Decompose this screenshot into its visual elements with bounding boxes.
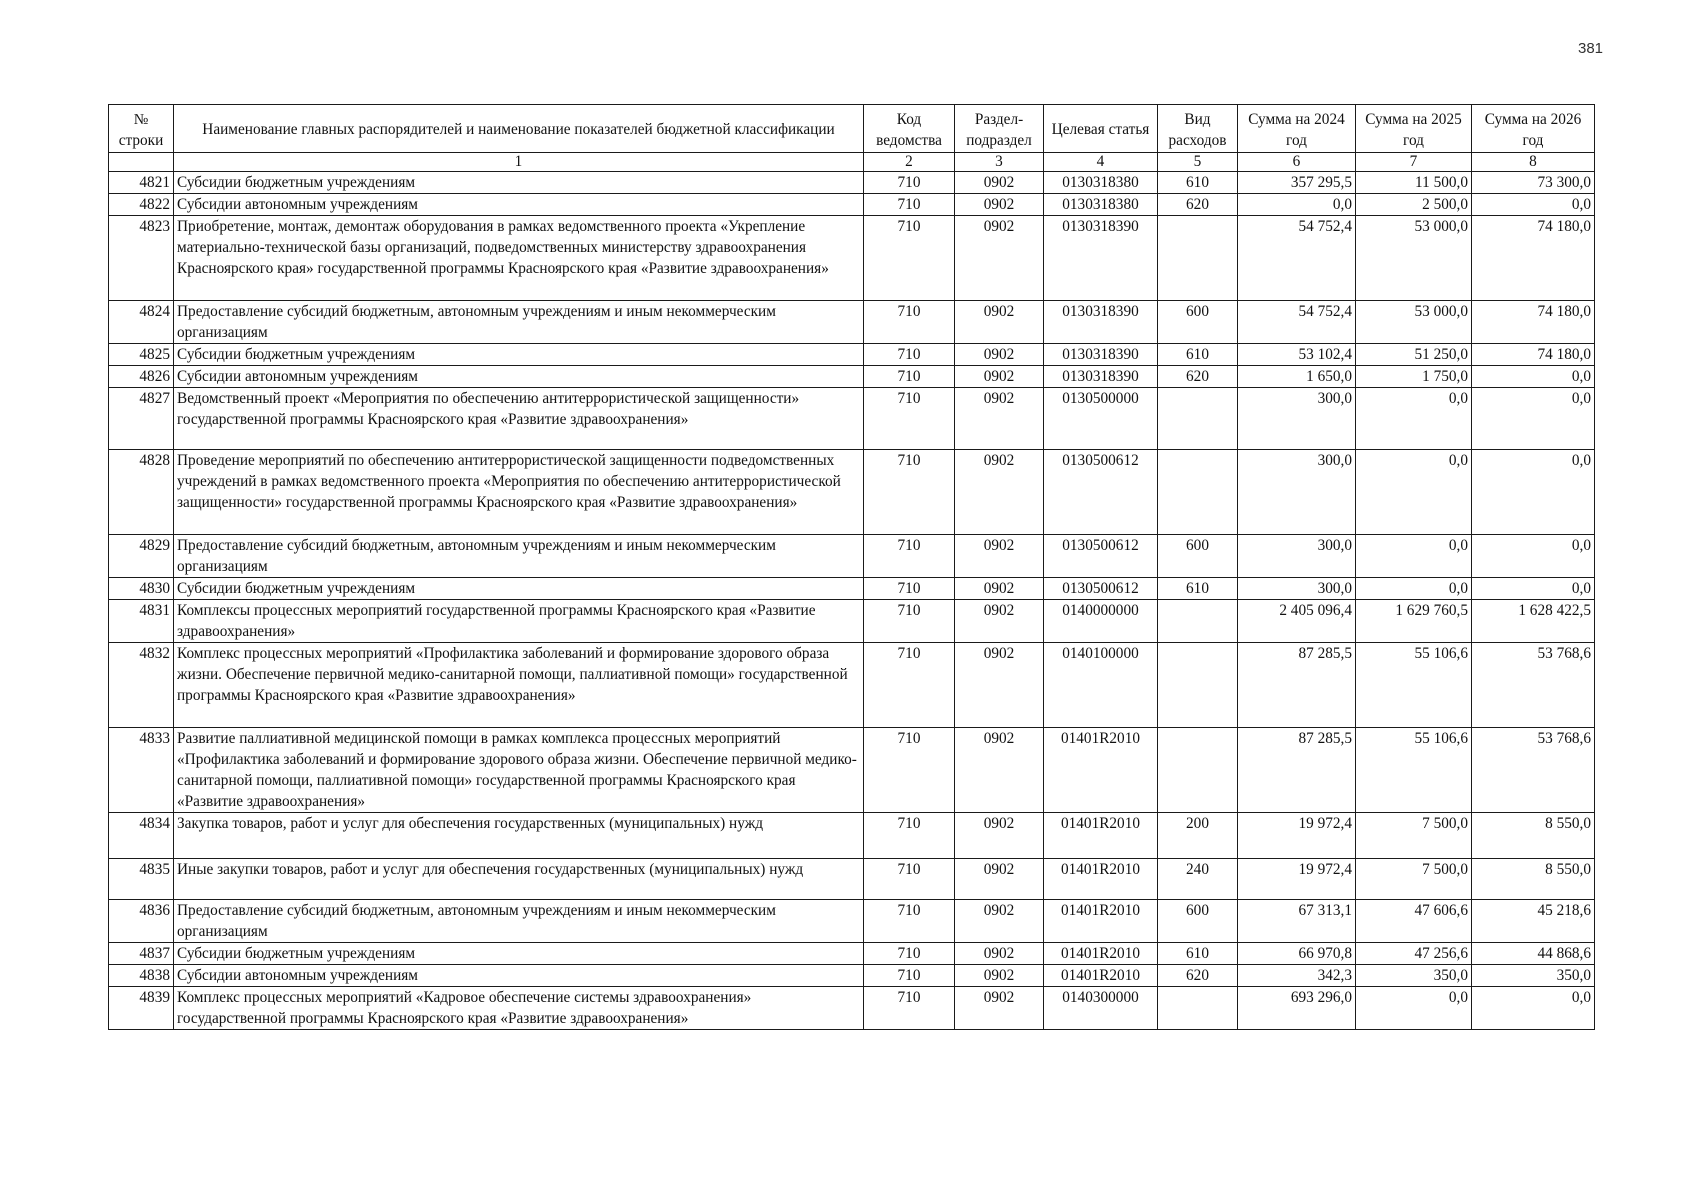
row-target-item: 0130318380 bbox=[1044, 194, 1158, 216]
row-expense-type: 200 bbox=[1158, 813, 1238, 859]
column-number: 5 bbox=[1158, 153, 1238, 172]
row-number: 4822 bbox=[109, 194, 174, 216]
row-sum-2026: 0,0 bbox=[1472, 987, 1595, 1030]
row-target-item: 01401R2010 bbox=[1044, 900, 1158, 943]
row-section: 0902 bbox=[955, 600, 1044, 643]
row-expense-type bbox=[1158, 600, 1238, 643]
column-number: 3 bbox=[955, 153, 1044, 172]
table-row bbox=[109, 813, 1595, 859]
row-section: 0902 bbox=[955, 859, 1044, 900]
row-section: 0902 bbox=[955, 194, 1044, 216]
row-number: 4821 bbox=[109, 172, 174, 194]
row-section: 0902 bbox=[955, 216, 1044, 301]
row-expense-type: 600 bbox=[1158, 900, 1238, 943]
row-name: Субсидии автономным учреждениям bbox=[174, 194, 864, 216]
row-sum-2026: 44 868,6 bbox=[1472, 943, 1595, 965]
row-sum-2024: 67 313,1 bbox=[1238, 900, 1356, 943]
row-sum-2026: 0,0 bbox=[1472, 578, 1595, 600]
row-number: 4823 bbox=[109, 216, 174, 301]
row-sum-2025: 1 750,0 bbox=[1356, 366, 1472, 388]
row-expense-type bbox=[1158, 987, 1238, 1030]
row-sum-2026: 0,0 bbox=[1472, 194, 1595, 216]
row-section: 0902 bbox=[955, 578, 1044, 600]
table-row bbox=[109, 859, 1595, 900]
row-name: Субсидии бюджетным учреждениям bbox=[174, 344, 864, 366]
column-number-row bbox=[109, 153, 1595, 172]
budget-table bbox=[108, 104, 1595, 1030]
row-section: 0902 bbox=[955, 965, 1044, 987]
row-sum-2025: 350,0 bbox=[1356, 965, 1472, 987]
row-section: 0902 bbox=[955, 301, 1044, 344]
row-expense-type: 610 bbox=[1158, 578, 1238, 600]
column-number: 2 bbox=[864, 153, 955, 172]
row-sum-2024: 300,0 bbox=[1238, 578, 1356, 600]
row-expense-type: 610 bbox=[1158, 344, 1238, 366]
row-sum-2024: 1 650,0 bbox=[1238, 366, 1356, 388]
row-number: 4839 bbox=[109, 987, 174, 1030]
table-row bbox=[109, 728, 1595, 813]
header-expense-type: Вид расходов bbox=[1158, 105, 1238, 153]
row-target-item: 01401R2010 bbox=[1044, 859, 1158, 900]
row-target-item: 0130318390 bbox=[1044, 366, 1158, 388]
table-row bbox=[109, 900, 1595, 943]
row-sum-2024: 300,0 bbox=[1238, 388, 1356, 450]
table-row bbox=[109, 344, 1595, 366]
row-section: 0902 bbox=[955, 643, 1044, 728]
row-name: Проведение мероприятий по обеспечению антитеррористической защищенности подведомственных учреждений в рамках ведомственного проекта «Мероприятия по обеспечению антитеррористической защищенности» государственной программы Красноярского края «Развитие здравоохранения» bbox=[174, 450, 864, 535]
row-sum-2026: 53 768,6 bbox=[1472, 643, 1595, 728]
row-dept-code: 710 bbox=[864, 728, 955, 813]
row-sum-2024: 19 972,4 bbox=[1238, 813, 1356, 859]
column-number: 7 bbox=[1356, 153, 1472, 172]
column-number: 4 bbox=[1044, 153, 1158, 172]
row-number: 4829 bbox=[109, 535, 174, 578]
row-section: 0902 bbox=[955, 728, 1044, 813]
row-name: Комплекс процессных мероприятий «Кадровое обеспечение системы здравоохранения» государственной программы Красноярского края «Развитие здравоохранения» bbox=[174, 987, 864, 1030]
row-expense-type bbox=[1158, 216, 1238, 301]
row-target-item: 0130318390 bbox=[1044, 301, 1158, 344]
row-expense-type: 610 bbox=[1158, 943, 1238, 965]
row-dept-code: 710 bbox=[864, 643, 955, 728]
row-section: 0902 bbox=[955, 987, 1044, 1030]
row-sum-2025: 0,0 bbox=[1356, 535, 1472, 578]
table-row bbox=[109, 450, 1595, 535]
table-row bbox=[109, 965, 1595, 987]
row-section: 0902 bbox=[955, 344, 1044, 366]
row-target-item: 0130500612 bbox=[1044, 535, 1158, 578]
row-sum-2026: 350,0 bbox=[1472, 965, 1595, 987]
row-sum-2024: 0,0 bbox=[1238, 194, 1356, 216]
row-sum-2026: 73 300,0 bbox=[1472, 172, 1595, 194]
row-expense-type bbox=[1158, 450, 1238, 535]
column-number: 1 bbox=[174, 153, 864, 172]
row-expense-type: 620 bbox=[1158, 366, 1238, 388]
row-dept-code: 710 bbox=[864, 859, 955, 900]
row-expense-type: 600 bbox=[1158, 535, 1238, 578]
column-number: 8 bbox=[1472, 153, 1595, 172]
table-row bbox=[109, 388, 1595, 450]
table-row bbox=[109, 643, 1595, 728]
header-target-item: Целевая статья bbox=[1044, 105, 1158, 153]
header-name: Наименование главных распорядителей и наименование показателей бюджетной классификации bbox=[174, 105, 864, 153]
row-sum-2024: 66 970,8 bbox=[1238, 943, 1356, 965]
row-section: 0902 bbox=[955, 535, 1044, 578]
row-sum-2025: 1 629 760,5 bbox=[1356, 600, 1472, 643]
row-sum-2024: 87 285,5 bbox=[1238, 728, 1356, 813]
row-sum-2024: 300,0 bbox=[1238, 535, 1356, 578]
column-number-blank bbox=[109, 153, 174, 172]
row-dept-code: 710 bbox=[864, 194, 955, 216]
row-expense-type: 620 bbox=[1158, 194, 1238, 216]
row-sum-2025: 2 500,0 bbox=[1356, 194, 1472, 216]
row-number: 4835 bbox=[109, 859, 174, 900]
header-dept-code: Код ведомства bbox=[864, 105, 955, 153]
table-row bbox=[109, 600, 1595, 643]
page-number: 381 bbox=[1578, 40, 1604, 57]
row-dept-code: 710 bbox=[864, 301, 955, 344]
row-number: 4827 bbox=[109, 388, 174, 450]
row-expense-type: 240 bbox=[1158, 859, 1238, 900]
row-dept-code: 710 bbox=[864, 987, 955, 1030]
row-name: Закупка товаров, работ и услуг для обеспечения государственных (муниципальных) нужд bbox=[174, 813, 864, 859]
row-number: 4825 bbox=[109, 344, 174, 366]
row-number: 4833 bbox=[109, 728, 174, 813]
header-row-number: № строки bbox=[109, 105, 174, 153]
row-sum-2025: 0,0 bbox=[1356, 578, 1472, 600]
column-number: 6 bbox=[1238, 153, 1356, 172]
row-sum-2025: 47 606,6 bbox=[1356, 900, 1472, 943]
row-number: 4830 bbox=[109, 578, 174, 600]
row-dept-code: 710 bbox=[864, 900, 955, 943]
row-section: 0902 bbox=[955, 388, 1044, 450]
row-section: 0902 bbox=[955, 813, 1044, 859]
row-sum-2025: 53 000,0 bbox=[1356, 301, 1472, 344]
table-row bbox=[109, 943, 1595, 965]
row-sum-2026: 45 218,6 bbox=[1472, 900, 1595, 943]
row-number: 4831 bbox=[109, 600, 174, 643]
row-section: 0902 bbox=[955, 172, 1044, 194]
row-dept-code: 710 bbox=[864, 216, 955, 301]
row-target-item: 0130500612 bbox=[1044, 450, 1158, 535]
row-sum-2024: 54 752,4 bbox=[1238, 216, 1356, 301]
row-expense-type bbox=[1158, 643, 1238, 728]
row-number: 4832 bbox=[109, 643, 174, 728]
row-dept-code: 710 bbox=[864, 366, 955, 388]
table-row bbox=[109, 172, 1595, 194]
row-number: 4828 bbox=[109, 450, 174, 535]
row-expense-type: 610 bbox=[1158, 172, 1238, 194]
row-expense-type: 600 bbox=[1158, 301, 1238, 344]
row-name: Предоставление субсидий бюджетным, автономным учреждениям и иным некоммерческим организациям bbox=[174, 535, 864, 578]
row-sum-2026: 74 180,0 bbox=[1472, 344, 1595, 366]
row-target-item: 0130318390 bbox=[1044, 216, 1158, 301]
row-sum-2025: 47 256,6 bbox=[1356, 943, 1472, 965]
table-row bbox=[109, 216, 1595, 301]
row-sum-2026: 0,0 bbox=[1472, 366, 1595, 388]
row-sum-2026: 53 768,6 bbox=[1472, 728, 1595, 813]
row-sum-2024: 87 285,5 bbox=[1238, 643, 1356, 728]
row-sum-2024: 300,0 bbox=[1238, 450, 1356, 535]
row-expense-type: 620 bbox=[1158, 965, 1238, 987]
row-number: 4836 bbox=[109, 900, 174, 943]
row-target-item: 0130318380 bbox=[1044, 172, 1158, 194]
row-sum-2026: 74 180,0 bbox=[1472, 216, 1595, 301]
row-name: Субсидии бюджетным учреждениям bbox=[174, 578, 864, 600]
row-name: Субсидии бюджетным учреждениям bbox=[174, 172, 864, 194]
row-sum-2026: 8 550,0 bbox=[1472, 813, 1595, 859]
row-sum-2024: 342,3 bbox=[1238, 965, 1356, 987]
row-sum-2025: 7 500,0 bbox=[1356, 859, 1472, 900]
header-section: Раздел-подраздел bbox=[955, 105, 1044, 153]
row-sum-2025: 0,0 bbox=[1356, 450, 1472, 535]
row-sum-2026: 0,0 bbox=[1472, 535, 1595, 578]
row-sum-2024: 357 295,5 bbox=[1238, 172, 1356, 194]
row-target-item: 0140100000 bbox=[1044, 643, 1158, 728]
row-dept-code: 710 bbox=[864, 388, 955, 450]
row-target-item: 0140300000 bbox=[1044, 987, 1158, 1030]
row-target-item: 0130318390 bbox=[1044, 344, 1158, 366]
row-number: 4837 bbox=[109, 943, 174, 965]
row-target-item: 01401R2010 bbox=[1044, 965, 1158, 987]
row-section: 0902 bbox=[955, 943, 1044, 965]
row-target-item: 0140000000 bbox=[1044, 600, 1158, 643]
table-row bbox=[109, 535, 1595, 578]
row-target-item: 0130500612 bbox=[1044, 578, 1158, 600]
row-target-item: 01401R2010 bbox=[1044, 943, 1158, 965]
row-name: Развитие паллиативной медицинской помощи в рамках комплекса процессных мероприятий «Профилактика заболеваний и формирование здорового образа жизни. Обеспечение первичной медико-санитарной помощи, паллиативной помощи» государственной программы Красноярского края «Развитие здравоохранения» bbox=[174, 728, 864, 813]
row-sum-2024: 54 752,4 bbox=[1238, 301, 1356, 344]
row-section: 0902 bbox=[955, 450, 1044, 535]
row-sum-2025: 7 500,0 bbox=[1356, 813, 1472, 859]
row-target-item: 01401R2010 bbox=[1044, 813, 1158, 859]
table-row bbox=[109, 301, 1595, 344]
row-sum-2024: 19 972,4 bbox=[1238, 859, 1356, 900]
row-sum-2025: 55 106,6 bbox=[1356, 728, 1472, 813]
row-sum-2025: 55 106,6 bbox=[1356, 643, 1472, 728]
row-dept-code: 710 bbox=[864, 344, 955, 366]
row-dept-code: 710 bbox=[864, 535, 955, 578]
row-sum-2026: 8 550,0 bbox=[1472, 859, 1595, 900]
header-sum-2026: Сумма на 2026 год bbox=[1472, 105, 1595, 153]
table-row bbox=[109, 194, 1595, 216]
header-sum-2024: Сумма на 2024 год bbox=[1238, 105, 1356, 153]
row-name: Предоставление субсидий бюджетным, автономным учреждениям и иным некоммерческим организациям bbox=[174, 301, 864, 344]
row-sum-2026: 1 628 422,5 bbox=[1472, 600, 1595, 643]
row-name: Ведомственный проект «Мероприятия по обеспечению антитеррористической защищенности» государственной программы Красноярского края «Развитие здравоохранения» bbox=[174, 388, 864, 450]
row-sum-2025: 0,0 bbox=[1356, 987, 1472, 1030]
row-sum-2025: 51 250,0 bbox=[1356, 344, 1472, 366]
row-name: Субсидии автономным учреждениям bbox=[174, 965, 864, 987]
row-dept-code: 710 bbox=[864, 600, 955, 643]
row-sum-2024: 2 405 096,4 bbox=[1238, 600, 1356, 643]
row-dept-code: 710 bbox=[864, 578, 955, 600]
row-name: Субсидии автономным учреждениям bbox=[174, 366, 864, 388]
row-name: Субсидии бюджетным учреждениям bbox=[174, 943, 864, 965]
row-sum-2026: 0,0 bbox=[1472, 450, 1595, 535]
row-dept-code: 710 bbox=[864, 450, 955, 535]
row-expense-type bbox=[1158, 388, 1238, 450]
row-expense-type bbox=[1158, 728, 1238, 813]
row-sum-2025: 0,0 bbox=[1356, 388, 1472, 450]
row-name: Комплексы процессных мероприятий государственной программы Красноярского края «Развитие здравоохранения» bbox=[174, 600, 864, 643]
row-sum-2024: 53 102,4 bbox=[1238, 344, 1356, 366]
row-name: Комплекс процессных мероприятий «Профилактика заболеваний и формирование здорового образа жизни. Обеспечение первичной медико-санитарной помощи, паллиативной помощи» государственной программы Красноярского края «Развитие здравоохранения» bbox=[174, 643, 864, 728]
row-sum-2025: 11 500,0 bbox=[1356, 172, 1472, 194]
row-target-item: 01401R2010 bbox=[1044, 728, 1158, 813]
header-sum-2025: Сумма на 2025 год bbox=[1356, 105, 1472, 153]
row-section: 0902 bbox=[955, 366, 1044, 388]
row-sum-2024: 693 296,0 bbox=[1238, 987, 1356, 1030]
row-section: 0902 bbox=[955, 900, 1044, 943]
row-number: 4838 bbox=[109, 965, 174, 987]
row-dept-code: 710 bbox=[864, 965, 955, 987]
table-body bbox=[109, 172, 1595, 1030]
row-number: 4824 bbox=[109, 301, 174, 344]
row-name: Иные закупки товаров, работ и услуг для обеспечения государственных (муниципальных) нужд bbox=[174, 859, 864, 900]
row-number: 4826 bbox=[109, 366, 174, 388]
row-dept-code: 710 bbox=[864, 172, 955, 194]
table-row bbox=[109, 578, 1595, 600]
row-dept-code: 710 bbox=[864, 943, 955, 965]
row-sum-2026: 0,0 bbox=[1472, 388, 1595, 450]
row-sum-2025: 53 000,0 bbox=[1356, 216, 1472, 301]
row-name: Предоставление субсидий бюджетным, автономным учреждениям и иным некоммерческим организациям bbox=[174, 900, 864, 943]
row-number: 4834 bbox=[109, 813, 174, 859]
row-sum-2026: 74 180,0 bbox=[1472, 301, 1595, 344]
table-row bbox=[109, 366, 1595, 388]
row-name: Приобретение, монтаж, демонтаж оборудования в рамках ведомственного проекта «Укрепление материально-технической базы организаций, подведомственных министерству здравоохранения Красноярского края» государственной программы Красноярского края «Развитие здравоохранения» bbox=[174, 216, 864, 301]
table-row bbox=[109, 987, 1595, 1030]
row-target-item: 0130500000 bbox=[1044, 388, 1158, 450]
row-dept-code: 710 bbox=[864, 813, 955, 859]
